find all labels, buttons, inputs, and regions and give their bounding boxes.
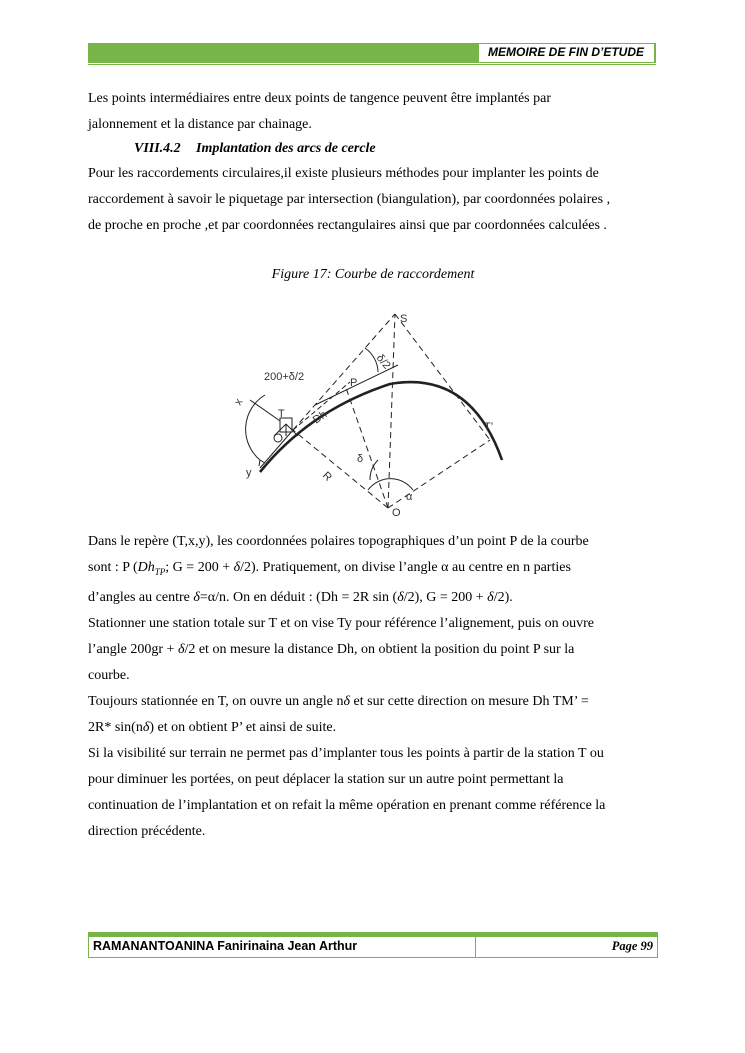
label-x: x xyxy=(232,396,246,408)
label-y: y xyxy=(246,467,252,479)
procedure-line-3c: =α/n. On en déduit : (Dh = 2R sin ( xyxy=(199,589,398,605)
procedure-line-3e: /2), G = 200 + xyxy=(403,589,488,605)
radius-o-p xyxy=(345,385,388,508)
section-heading xyxy=(134,136,376,162)
methods-line-3: de proche en proche ,et par coordonnées rectangulaires ainsi que par coordonnées calculées . xyxy=(88,218,607,233)
methods-line-2: raccordement à savoir le piquetage par intersection (biangulation), par coordonnées polaires , xyxy=(88,192,611,207)
methods-line-1: Pour les raccordements circulaires,il existe plusieurs méthodes pour implanter les points de xyxy=(88,166,599,181)
procedure-line-12: direction précédente. xyxy=(88,823,206,839)
label-delta-half: δ/2 xyxy=(373,352,393,372)
section-number: VIII.4.2 xyxy=(134,141,181,156)
procedure-line-2d: ; G = 200 + xyxy=(165,560,234,575)
angle-arc-200 xyxy=(246,395,265,460)
dh-subscript: TP xyxy=(154,566,166,577)
section-title: Implantation des arcs de cercle xyxy=(196,141,376,156)
procedure-line-5a: l’angle 200gr + xyxy=(88,641,178,657)
procedure-line-7a: Toujours stationnée en T, on ouvre un angle n xyxy=(88,693,344,709)
header-title: MEMOIRE DE FIN D’ETUDE xyxy=(487,45,644,59)
label-p: P xyxy=(350,377,358,389)
procedure-line-1: Dans le repère (T,x,y), les coordonnées polaires topographiques d’un point P de la courbe xyxy=(88,534,589,549)
header-rule xyxy=(88,64,656,65)
methods-paragraph xyxy=(88,161,658,239)
label-s: S xyxy=(400,313,408,325)
footer-separator xyxy=(475,936,476,958)
procedure-line-6: courbe. xyxy=(88,667,130,683)
delta-symbol: δ xyxy=(142,719,150,735)
footer-page-number: Page 99 xyxy=(611,939,653,953)
procedure-line-7c: et sur cette direction on mesure Dh TM’ = xyxy=(350,693,589,709)
procedure-paragraph xyxy=(88,529,658,845)
procedure-line-3g: /2). xyxy=(493,589,513,605)
tangent-line-s-t-prime xyxy=(395,314,490,440)
procedure-line-11: continuation de l’implantation et on refait la même opération en prenant comme référence la xyxy=(88,797,606,813)
label-delta: δ xyxy=(357,453,364,465)
delta-symbol: δ xyxy=(487,589,494,605)
curve-diagram xyxy=(220,300,520,522)
procedure-line-8a: 2R* sin(n xyxy=(88,719,143,735)
procedure-line-2f: /2). Pratiquement, on divise l’angle α au centre en n parties xyxy=(240,560,571,575)
angle-arc-alpha xyxy=(368,479,413,490)
label-dh: Dh xyxy=(310,408,330,427)
radius-o-t xyxy=(293,430,388,508)
procedure-line-9: Si la visibilité sur terrain ne permet pas d’implanter tous les points à partir de la station T ou xyxy=(88,745,604,761)
procedure-line-3a: d’angles au centre xyxy=(88,589,194,605)
delta-symbol: δ xyxy=(343,693,351,709)
intro-paragraph xyxy=(88,86,658,138)
label-alpha: α xyxy=(406,491,413,503)
delta-symbol: δ xyxy=(193,589,200,605)
tangent-line-t-s xyxy=(293,314,395,430)
label-t-prime: T’ xyxy=(484,421,494,433)
figure-caption: Figure 17: Courbe de raccordement xyxy=(271,267,475,282)
label-o: O xyxy=(392,507,401,519)
delta-symbol: δ xyxy=(397,589,404,605)
delta-symbol: δ xyxy=(233,560,241,575)
procedure-line-2a: sont : P ( xyxy=(88,560,138,575)
procedure-line-8c: ) et on obtient P’ et ainsi de suite. xyxy=(149,719,337,735)
procedure-line-5c: /2 et on mesure la distance Dh, on obtient la position du point P sur la xyxy=(184,641,575,657)
radius-o-t-prime xyxy=(388,440,490,508)
label-t: T xyxy=(278,408,285,420)
intro-line-2: jalonnement et la distance par chainage. xyxy=(88,117,312,132)
procedure-line-4: Stationner une station totale sur T et on vise Ty pour référence l’alignement, puis on ouvre xyxy=(88,615,595,631)
dh-symbol: Dh xyxy=(137,560,155,575)
procedure-line-10: pour diminuer les portées, on peut déplacer la station sur un autre point permettant la xyxy=(88,771,564,787)
delta-symbol: δ xyxy=(177,641,185,657)
label-angle: 200+δ/2 xyxy=(264,371,305,383)
footer-author: RAMANANTOANINA Fanirinaina Jean Arthur xyxy=(93,939,358,953)
intro-line-1: Les points intermédiaires entre deux points de tangence peuvent être implantés par xyxy=(88,91,552,106)
label-r: R xyxy=(319,469,334,484)
